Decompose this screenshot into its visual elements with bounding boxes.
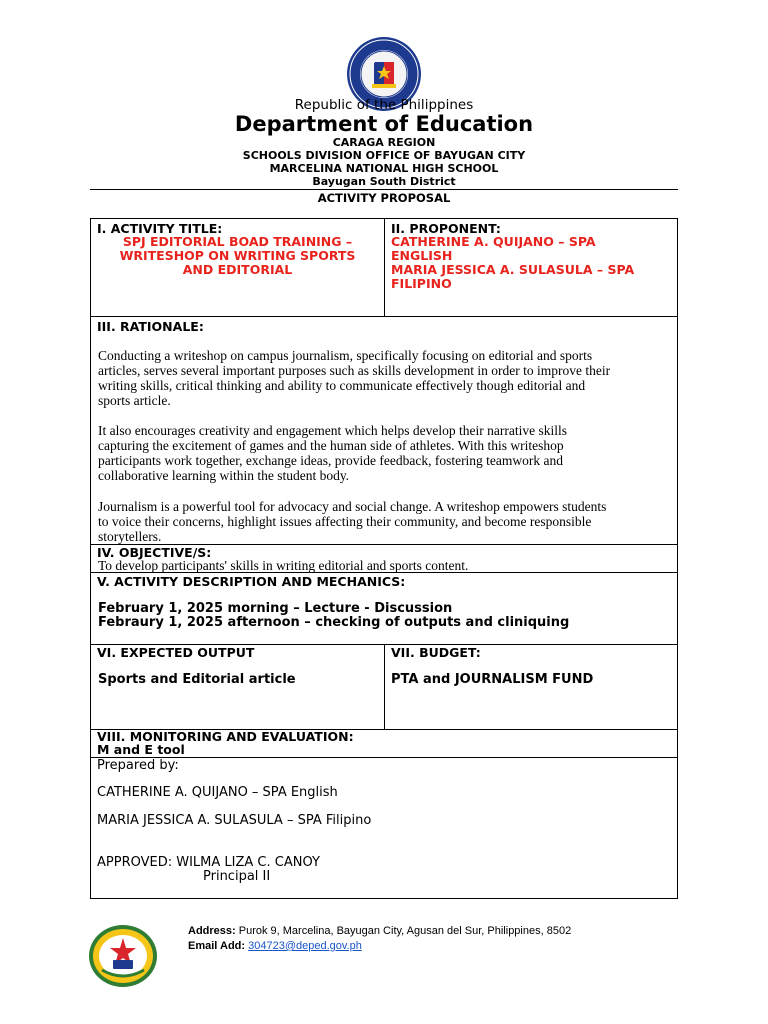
republic-heading: Republic of the Philippines (294, 97, 474, 113)
rationale-text-line: writing skills, critical thinking and ability to communicate effectively though editorial and (98, 378, 586, 393)
rationale-label: III. RATIONALE: (97, 319, 204, 334)
proponent-line: FILIPINO (391, 276, 452, 291)
activity-title-line: WRITESHOP ON WRITING SPORTS (119, 248, 356, 263)
rationale-cell (90, 316, 678, 545)
rationale-text-line: collaborative learning within the student body. (98, 468, 350, 483)
address-label: Address: (188, 925, 236, 937)
monitoring-cell (90, 729, 678, 758)
address-line (188, 925, 571, 937)
approver-position: Principal II (203, 869, 271, 884)
activity-description-cell (90, 572, 678, 645)
school-line: MARCELINA NATIONAL HIGH SCHOOL (269, 162, 499, 175)
district-line: Bayugan South District (312, 175, 456, 188)
email-link[interactable]: 304723@deped.gov.ph (248, 940, 362, 952)
address-text: Purok 9, Marcelina, Bayugan City, Agusan del Sur, Philippines, 8502 (238, 925, 572, 937)
rationale-text-line: storytellers. (98, 529, 162, 544)
activity-title-line: SPJ EDITORIAL BOAD TRAINING – (122, 234, 353, 249)
proponent-line: CATHERINE A. QUIJANO – SPA (391, 234, 596, 249)
activity-title-label: I. ACTIVITY TITLE: (97, 221, 223, 236)
rationale-text-line: to voice their concerns, highlight issues affecting their community, and become responsible (98, 514, 592, 529)
activity-title-cell (90, 218, 385, 317)
expected-output-text: Sports and Editorial article (98, 672, 296, 687)
activity-title-line: AND EDITORIAL (182, 262, 293, 277)
division-line: SCHOOLS DIVISION OFFICE OF BAYUGAN CITY (242, 149, 526, 162)
rationale-text-line: sports article. (98, 393, 171, 408)
signatory-name: MARIA JESSICA A. SULASULA – SPA Filipino (97, 813, 372, 828)
proponent-label: II. PROPONENT: (391, 221, 501, 236)
proponent-line: ENGLISH (391, 248, 453, 263)
objectives-label: IV. OBJECTIVE/S: (97, 545, 212, 560)
email-line (188, 940, 362, 952)
expected-output-label: VI. EXPECTED OUTPUT (97, 645, 255, 660)
budget-label: VII. BUDGET: (391, 645, 481, 660)
objectives-cell (90, 544, 678, 573)
prepared-by-label: Prepared by: (97, 758, 179, 773)
rationale-text-line: It also encourages creativity and engagement which helps develop their narrative skills (98, 423, 567, 438)
region-line: CARAGA REGION (332, 136, 436, 149)
schedule-line-morning: February 1, 2025 morning – Lecture - Discussion (98, 601, 453, 616)
header-divider (90, 189, 678, 190)
document-title: ACTIVITY PROPOSAL (317, 191, 451, 205)
proponent-line: MARIA JESSICA A. SULASULA – SPA (391, 262, 635, 277)
objectives-text: To develop participants' skills in writing editorial and sports content. (98, 558, 469, 573)
proponent-cell (384, 218, 678, 317)
signatures-cell (90, 757, 678, 899)
approved-by-line: APPROVED: WILMA LIZA C. CANOY (97, 855, 320, 870)
budget-cell (384, 644, 678, 730)
rationale-text-line: participants work together, exchange ideas, provide feedback, fostering teamwork and (98, 453, 564, 468)
signatory-name: CATHERINE A. QUIJANO – SPA English (97, 785, 338, 800)
school-seal-logo (88, 924, 158, 988)
rationale-text-line: Journalism is a powerful tool for advocacy and social change. A writeshop empowers students (98, 499, 607, 514)
department-heading: Department of Education (234, 112, 534, 136)
budget-text: PTA and JOURNALISM FUND (391, 672, 594, 687)
activity-description-label: V. ACTIVITY DESCRIPTION AND MECHANICS: (97, 574, 406, 589)
rationale-text-line: articles, serves several important purposes such as skills development in order to improve their (98, 363, 611, 378)
rationale-text-line: capturing the excitement of games and the human side of athletes. With this writeshop (98, 438, 564, 453)
email-label: Email Add: (188, 940, 246, 952)
rationale-text-line: Conducting a writeshop on campus journalism, specifically focusing on editorial and sports (98, 348, 593, 363)
monitoring-text: M and E tool (97, 742, 185, 757)
monitoring-label: VIII. MONITORING AND EVALUATION: (97, 729, 354, 744)
schedule-line-afternoon: Febraury 1, 2025 afternoon – checking of outputs and cliniquing (98, 615, 570, 630)
expected-output-cell (90, 644, 385, 730)
